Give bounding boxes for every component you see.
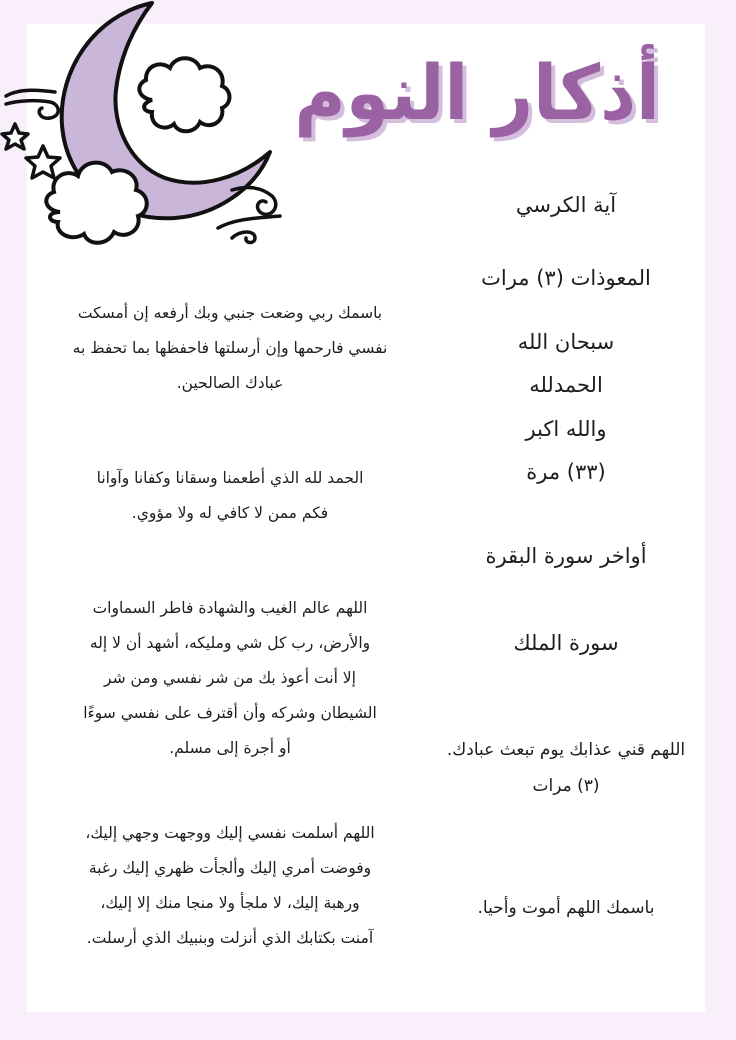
dua-4-line-3: ورهبة إليك، لا ملجأ ولا منجا منك إلا إليك، <box>100 894 360 912</box>
dua-1 <box>40 296 420 401</box>
ayat-kursi-heading: آية الكرسي <box>515 193 617 217</box>
qini-adhabak-count: (٣) مرات <box>532 776 600 796</box>
qini-adhabak-line-1: اللهم قني عذابك يوم تبعث عبادك. <box>446 740 686 760</box>
dua-2-line-2: فكم ممن لا كافي له ولا مؤوي. <box>131 504 329 522</box>
dua-2 <box>40 461 420 531</box>
dua-4-line-4: آمنت بكتابك الذي أنزلت وبنبيك الذي أرسلت. <box>86 929 374 947</box>
dua-4 <box>40 816 420 956</box>
dua-3-line-2: والأرض، رب كل شي ومليكه، أشهد أن لا إله <box>89 634 371 652</box>
tasbeeh-line-3: والله اكبر <box>525 417 607 441</box>
left-column <box>40 0 420 1040</box>
dua-1-line-3: عبادك الصالحين. <box>176 374 284 392</box>
tasbeeh-line-2: الحمدلله <box>529 373 603 397</box>
page-title: أذكار النوم <box>294 48 660 138</box>
dua-4-line-1: اللهم أسلمت نفسي إليك ووجهت وجهي إليك، <box>85 824 375 842</box>
star-icon <box>2 124 28 149</box>
muawwidhat-heading: المعوذات (٣) مرات <box>481 266 651 290</box>
tasbeeh-count: (٣٣) مرة <box>526 460 606 484</box>
baqarah-heading: أواخر سورة البقرة <box>485 544 647 568</box>
mulk-heading: سورة الملك <box>513 631 619 655</box>
dua-1-line-2: نفسي فارحمها وإن أرسلتها فاحفظها بما تحفظ به <box>72 339 388 357</box>
dua-3-line-5: أو أجرة إلى مسلم. <box>169 739 291 757</box>
dua-4-line-2: وفوضت أمري إليك وألجأت ظهري إليك رغبة <box>88 859 372 877</box>
dua-3-line-1: اللهم عالم الغيب والشهادة فاطر السماوات <box>92 599 368 617</box>
bismika-amut: باسمك اللهم أموت وأحيا. <box>477 898 655 918</box>
dua-3 <box>40 591 420 766</box>
right-column <box>432 0 700 1040</box>
tasbeeh-line-1: سبحان الله <box>517 330 615 354</box>
dua-3-line-3: إلا أنت أعوذ بك من شر نفسي ومن شر <box>104 669 356 687</box>
dua-1-line-1: باسمك ربي وضعت جنبي وبك أرفعه إن أمسكت <box>77 304 383 322</box>
dua-2-line-1: الحمد لله الذي أطعمنا وسقانا وكفانا وآوانا <box>96 469 364 487</box>
dua-3-line-4: الشيطان وشركه وأن أقترف على نفسي سوءًا <box>83 704 377 722</box>
